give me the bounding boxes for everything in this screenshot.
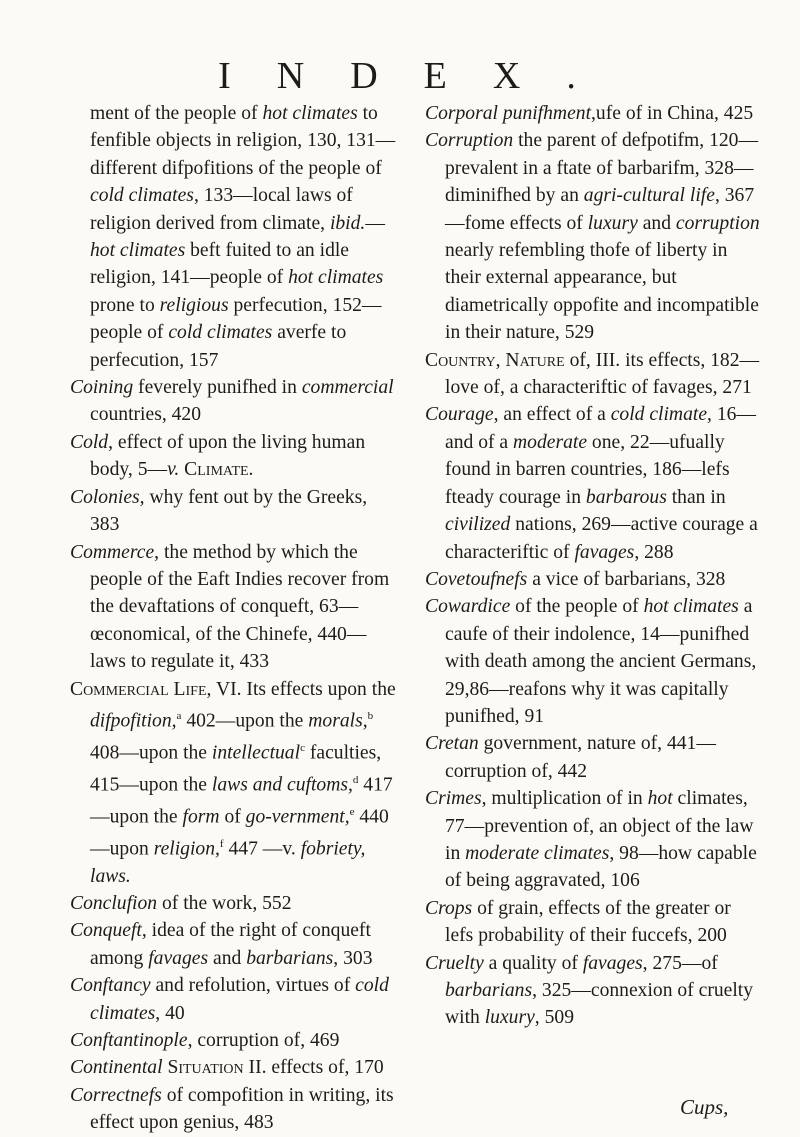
entry-text: 408—upon the: [90, 742, 212, 764]
entry-term: favages: [574, 541, 635, 563]
entry-term: Crops: [425, 897, 473, 919]
entry-text: feverely punifhed in: [133, 377, 302, 399]
entry-term: hot: [647, 788, 673, 810]
entry-term: Cold: [70, 431, 109, 453]
entry-term: Cruelty: [425, 952, 484, 974]
index-entry: [425, 127, 760, 346]
index-entry: [70, 917, 400, 972]
entry-term: Covetoufnefs: [425, 568, 528, 590]
entry-term: corruption: [675, 212, 760, 234]
entry-term: religion,: [153, 838, 220, 860]
entry-term: Conclufion: [70, 893, 158, 915]
entry-text: of the work, 552: [157, 893, 292, 915]
entry-text: , 40: [155, 1002, 185, 1024]
entry-heading: Country, Nature: [425, 349, 565, 371]
entry-text: , an effect of a: [493, 404, 611, 426]
entry-term: intellectual: [211, 742, 301, 764]
entry-text: , 16—and of a: [445, 404, 757, 453]
entry-term: cold climates: [168, 322, 273, 344]
index-entry: [70, 539, 400, 676]
entry-text: —: [365, 212, 385, 234]
entry-text: nearly refembling thofe of liberty in their external appearance, but diametrically oppofite and incompatible in their nature, 529: [445, 240, 759, 344]
entry-term: difpofition,: [90, 710, 177, 732]
entry-text: and refolution, virtues of: [150, 975, 356, 997]
entry-text: , 133—local laws of religion derived from climate,: [90, 185, 353, 234]
index-entry: [425, 347, 760, 402]
entry-text: , 303: [333, 947, 373, 969]
entry-term: barbarous: [585, 486, 667, 508]
entry-term: moderate climates: [465, 842, 610, 864]
entry-term: Conftantinople: [70, 1030, 188, 1052]
entry-text: government, nature of, 441—corruption of, 442: [445, 733, 716, 782]
index-entry: [425, 895, 760, 950]
entry-term: morals,: [308, 710, 368, 732]
entry-text: one, 22—ufually found in barren countries, 186—lefs fteady courage in: [445, 431, 730, 508]
entry-text: and: [208, 947, 247, 969]
entry-text: a quality of: [483, 952, 583, 974]
index-entry: [70, 429, 400, 484]
index-entry: [70, 374, 400, 429]
entry-text: 447 —v.: [223, 838, 301, 860]
entry-text: , idea of the right of conqueft among: [90, 920, 371, 969]
left-column: [70, 100, 400, 1137]
entry-term: fobriety, laws.: [90, 838, 366, 887]
entry-text: the parent of defpotifm, 120—prevalent in a ftate of barbarifm, 328—diminifhed by an: [445, 130, 759, 207]
entry-text: climates, 77—prevention of, an object of the law in: [445, 788, 754, 864]
index-entry: [70, 100, 400, 374]
footnote-marker: c: [300, 741, 305, 754]
entry-text: , 275—of: [642, 952, 718, 974]
page-header: [0, 54, 800, 98]
entry-text: , the method by which the people of the Eaft Indies recover from the devaftations of conqueft, 63—œconomical, of the Chinefe, 440—laws to regulate it, 433: [90, 541, 390, 673]
entry-term: barbarians: [246, 947, 334, 969]
entry-term: Commerce: [70, 541, 155, 563]
index-entry: [70, 676, 400, 891]
entry-term: v.: [167, 459, 180, 481]
footnote-marker: b: [367, 709, 374, 722]
entry-text: , multiplication of in: [481, 788, 648, 810]
entry-text: of grain, effects of the greater or lefs probability of their fuccefs, 200: [445, 897, 731, 947]
entry-term: ibid.: [329, 212, 366, 234]
entry-term: form: [182, 806, 220, 828]
entry-term: agri-cultural life: [583, 185, 715, 207]
entry-term: Crimes: [425, 788, 482, 810]
entry-term: hot climates: [643, 596, 739, 618]
entry-text: , VI. Its effects upon the: [206, 678, 396, 700]
entry-text: faculties, 415—upon the: [90, 742, 382, 796]
footnote-marker: e: [349, 805, 355, 818]
entry-term: hot climates: [90, 240, 186, 262]
entry-heading: Commercial Life: [70, 678, 207, 700]
index-entry: [70, 972, 400, 1027]
entry-term: Conqueft: [70, 920, 142, 942]
index-entry: [70, 1027, 400, 1054]
entry-heading: Situation: [167, 1057, 244, 1079]
entry-term: Colonies: [70, 486, 140, 508]
entry-text: , 288: [634, 541, 674, 563]
index-entry: [70, 1054, 400, 1081]
footnote-marker: f: [219, 837, 224, 850]
entry-term: laws and cuftoms,: [211, 774, 353, 796]
entry-term: Continental: [70, 1057, 163, 1079]
entry-text: of: [219, 806, 246, 828]
entry-text: 402—upon the: [181, 710, 309, 732]
entry-text: , 98—how capable of being aggravated, 106: [445, 842, 757, 892]
entry-term: religious: [159, 294, 229, 316]
entry-term: Corruption: [425, 130, 514, 152]
entry-text: ,ufe of in China, 425: [591, 103, 754, 124]
entry-text: beft fuited to an idle religion, 141—people of: [90, 240, 350, 289]
entry-text: than in: [666, 486, 726, 508]
entry-term: Conftancy: [70, 975, 151, 997]
index-entry: [425, 401, 760, 565]
entry-term: cold climates: [90, 185, 194, 207]
entry-term: luxury: [484, 1007, 535, 1029]
index-entry: [70, 890, 400, 917]
entry-text: of, III. its effects, 182—love of, a characteriftic of favages, 271: [445, 349, 760, 399]
page-header-title: INDEX.: [218, 55, 622, 97]
entry-text: , 509: [534, 1007, 574, 1029]
entry-text: a vice of barbarians, 328: [527, 568, 726, 590]
entry-term: cold climate: [610, 404, 708, 426]
entry-text: to fenfible objects in religion, 130, 131—different difpofitions of the people of: [90, 103, 396, 179]
entry-term: moderate: [513, 431, 588, 453]
right-column: [425, 100, 760, 1032]
entry-heading: Climate.: [184, 459, 254, 481]
entry-text: 440—upon: [90, 806, 389, 860]
entry-term: favages: [148, 947, 209, 969]
index-entry: [425, 100, 760, 127]
index-entry: [425, 593, 760, 730]
index-entry: [425, 950, 760, 1032]
footnote-marker: d: [352, 773, 359, 786]
entry-term: Coining: [70, 377, 134, 399]
entry-text: a caufe of their indolence, 14—punifhed with death among the ancient Germans, 29,86—reafons why it was capitally punifhed, 91: [445, 596, 757, 727]
entry-text: , effect of upon the living human body, 5—: [90, 431, 366, 481]
entry-term: favages: [582, 952, 643, 974]
entry-text: , 367—fome effects of: [445, 185, 755, 234]
footnote-marker: a: [176, 709, 182, 722]
entry-text: ment of the people of: [90, 103, 263, 124]
entry-text: of the people of: [510, 596, 644, 618]
entry-text: 417—upon the: [90, 774, 393, 828]
entry-term: luxury: [587, 212, 638, 234]
entry-text: , why fent out by the Greeks, 383: [90, 486, 368, 536]
entry-term: Cretan: [425, 733, 479, 755]
catchword: Cups,: [680, 1095, 729, 1119]
entry-text: prone to: [90, 294, 160, 316]
entry-text: perfecution, 152—people of: [90, 294, 382, 344]
entry-term: cold climates: [90, 975, 389, 1024]
index-entry: [425, 730, 760, 785]
entry-text: , 325—connexion of cruelty with: [445, 980, 754, 1029]
entry-text: averfe to perfecution, 157: [90, 322, 347, 371]
entry-text: nations, 269—active courage a characteriftic of: [445, 514, 758, 563]
index-entry: [70, 484, 400, 539]
entry-term: barbarians: [445, 980, 533, 1001]
entry-term: Courage: [425, 404, 494, 426]
entry-term: hot climates: [262, 103, 358, 124]
entry-term: Cowardice: [425, 596, 511, 618]
entry-text: and: [637, 212, 676, 234]
entry-text: II. effects of, 170: [243, 1057, 384, 1079]
index-entry: [425, 785, 760, 895]
entry-text: , corruption of, 469: [187, 1030, 340, 1052]
entry-term: commercial: [301, 377, 394, 399]
entry-term: Corporal punifhment: [425, 103, 592, 124]
entry-term: go-vernment,: [245, 806, 350, 828]
entry-term: Correctnefs: [70, 1084, 162, 1106]
entry-term: hot climates: [288, 267, 384, 289]
entry-text: countries, 420: [90, 404, 202, 426]
entry-term: civilized: [445, 514, 511, 536]
entry-text: of compofition in writing, its effect upon genius, 483: [90, 1084, 394, 1134]
index-entry: [425, 566, 760, 593]
index-entry: [70, 1082, 400, 1137]
